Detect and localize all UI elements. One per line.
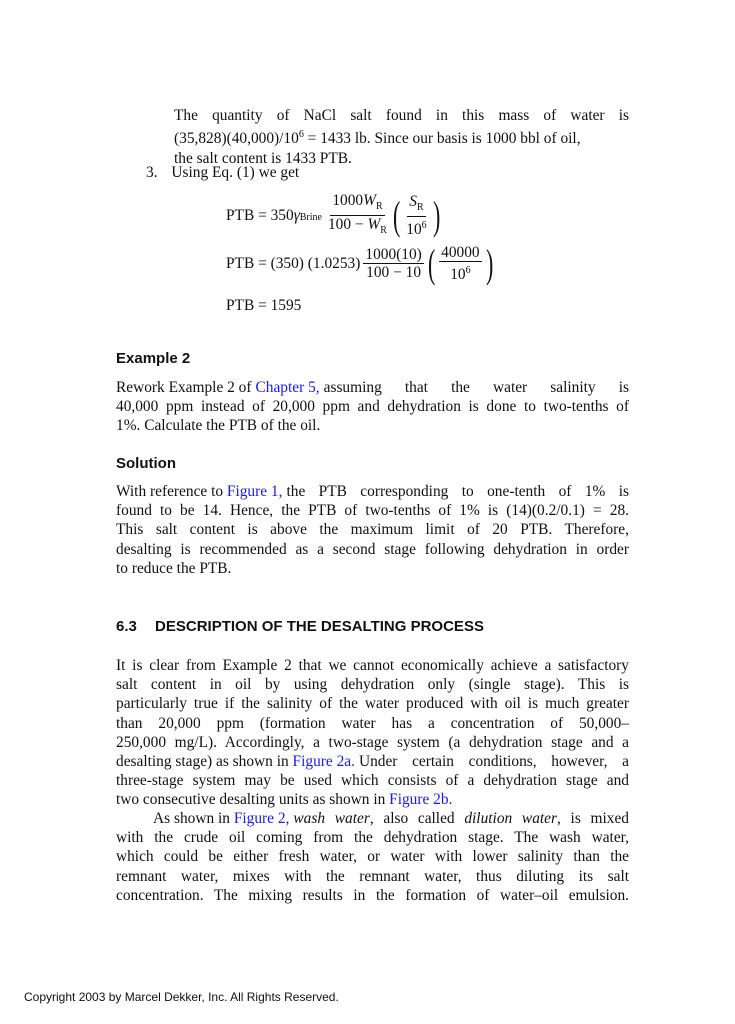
intro-paragraph bbox=[174, 106, 629, 168]
intro-line-1: The quantity of NaCl salt found in this mass of water is bbox=[174, 107, 629, 124]
solution-heading: Solution bbox=[116, 455, 176, 472]
section-heading bbox=[116, 618, 484, 635]
p1-line-8: two consecutive desalting units as shown in Figure 2b. bbox=[116, 791, 453, 809]
p1-line-5: 250,000 mg/L). Accordingly, a two-stage system (a dehydration stage and a bbox=[116, 733, 629, 751]
step-number: 3. bbox=[146, 164, 158, 181]
step-text: Using Eq. (1) we get bbox=[171, 164, 300, 181]
intro-line-3: the salt content is 1433 PTB. bbox=[174, 149, 352, 167]
paragraph-1 bbox=[116, 656, 629, 810]
p1-line-6: desalting stage) as shown in Figure 2a. Under certain conditions, however, a bbox=[116, 753, 629, 771]
p2-line-4: remnant water, mixes with the remnant water, thus diluting its salt bbox=[116, 867, 629, 885]
equation-1: PTB = 350 γ $_{Brine}$ $\frac{1000W_R}{100 - W_R}$ ( $\frac{S_R}{10^6}$ ) bbox=[226, 192, 441, 239]
figure-2b-link[interactable]: Figure 2b. bbox=[389, 791, 453, 809]
p1-line-4: than 20,000 ppm (formation water has a concentration of 50,000– bbox=[116, 714, 629, 732]
p2-line-5: concentration. The mixing results in the formation of water–oil emulsion. bbox=[116, 886, 629, 904]
solution-text bbox=[116, 482, 629, 578]
example-2-line-3: 1%. Calculate the PTB of the oil. bbox=[116, 417, 321, 435]
step-3 bbox=[146, 163, 299, 182]
p2-line-1: As shown in Figure 2, wash water, also called dilution water, is mixed bbox=[153, 810, 629, 827]
solution-line-5: to reduce the PTB. bbox=[116, 559, 232, 577]
example-2-heading: Example 2 bbox=[116, 350, 191, 367]
section-title: DESCRIPTION OF THE DESALTING PROCESS bbox=[155, 618, 484, 635]
solution-line-4: desalting is recommended as a second stage following dehydration in order bbox=[116, 540, 629, 558]
equation-2: PTB = (350) (1.0253) $\frac{1000(10)}{100 - 10}$ ( $\frac{40000}{10^6}$ ) bbox=[226, 240, 493, 286]
equation-3: PTB = 1595 bbox=[226, 297, 302, 314]
section-number: 6.3 bbox=[116, 618, 137, 635]
figure-1-link[interactable]: Figure 1, bbox=[226, 483, 283, 500]
p1-line-2: salt content in oil by using dehydration only (single stage). This is bbox=[116, 676, 629, 694]
paragraph-2 bbox=[116, 809, 629, 905]
example-2-text bbox=[116, 378, 629, 436]
p1-line-3: particularly true if the salinity of the water produced with oil is much greater bbox=[116, 695, 629, 713]
example-2-line-1: Rework Example 2 of Chapter 5, assuming that the water salinity is bbox=[116, 379, 629, 396]
solution-line-2: found to be 14. Hence, the PTB of two-tenths of 1% is (14)(0.2/0.1) = 28. bbox=[116, 502, 629, 520]
example-2-line-2: 40,000 ppm instead of 20,000 ppm and dehydration is done to two-tenths of bbox=[116, 398, 629, 416]
solution-line-3: This salt content is above the maximum limit of 20 PTB. Therefore, bbox=[116, 521, 629, 539]
solution-line-1: With reference to Figure 1, the PTB corresponding to one-tenth of 1% is bbox=[116, 483, 629, 500]
figure-2-link[interactable]: Figure 2, bbox=[233, 810, 290, 827]
p1-line-7: three-stage system may be used which consists of a dehydration stage and bbox=[116, 772, 629, 790]
figure-2a-link[interactable]: Figure 2a. bbox=[292, 753, 355, 771]
p2-line-2: with the crude oil coming from the dehydration stage. The wash water, bbox=[116, 829, 629, 847]
intro-line-2: $(35,828)(40,000)/10^6 = 1433$ lb. Since our basis is 1000 bbl of oil, bbox=[174, 129, 581, 148]
p1-line-1: It is clear from Example 2 that we cannot economically achieve a satisfactory bbox=[116, 657, 629, 674]
chapter-5-link[interactable]: Chapter 5, bbox=[255, 379, 320, 396]
p2-line-3: which could be either fresh water, or water with lower salinity than the bbox=[116, 848, 629, 866]
copyright-footer: Copyright 2003 by Marcel Dekker, Inc. All Rights Reserved. bbox=[24, 990, 339, 1004]
